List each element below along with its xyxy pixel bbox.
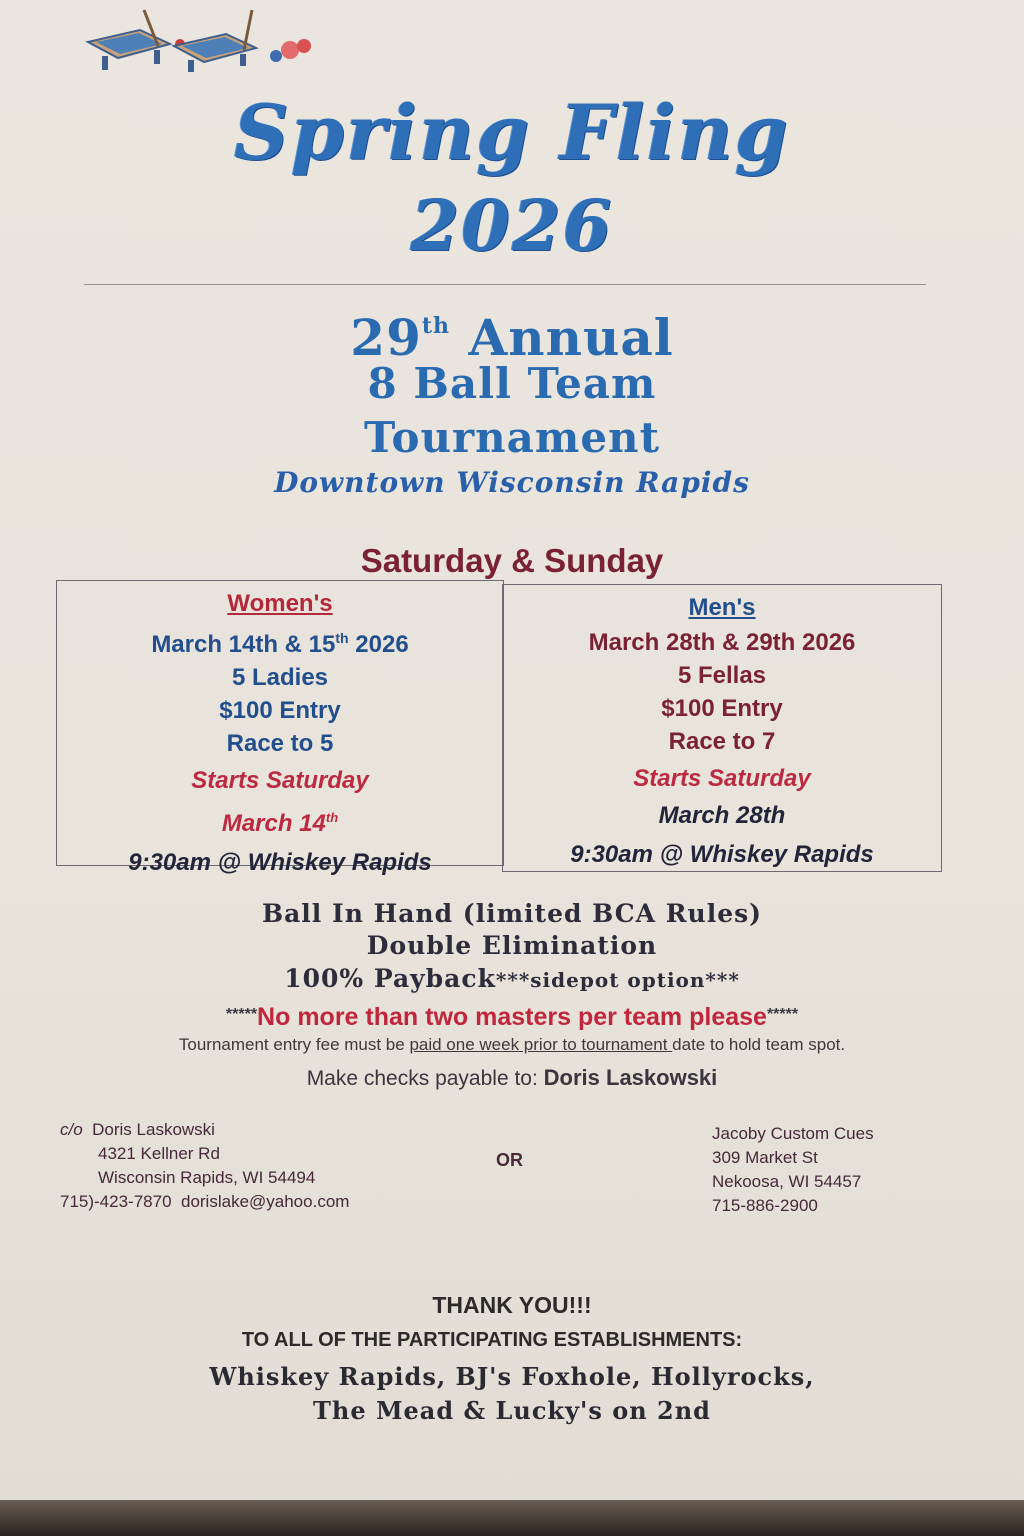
mens-time-place: 9:30am @ Whiskey Rapids: [570, 841, 874, 868]
womens-heading: Women's: [227, 590, 333, 617]
checks-payee: Doris Laskowski: [543, 1065, 718, 1090]
mens-entry-fee: $100 Entry: [661, 695, 783, 722]
team-heading: 8 Ball Team: [367, 359, 657, 408]
divider: [84, 284, 926, 285]
contact-left-phone: 715)-423-7870: [60, 1192, 172, 1211]
title-spring-fling: Spring Fling: [234, 88, 790, 177]
stars-left: *****: [225, 1006, 258, 1023]
care-of: c/o: [60, 1120, 83, 1139]
contact-right: [712, 1122, 1012, 1218]
annual-heading: [0, 298, 1024, 366]
contact-left: [60, 1118, 480, 1214]
pool-table-icon: [174, 10, 311, 72]
checks-label: Make checks payable to:: [306, 1067, 544, 1090]
masters-rule: [0, 998, 1024, 1034]
mens-dates: March 28th & 29th 2026: [588, 629, 856, 656]
womens-start-date: [57, 801, 503, 840]
fee-text-underlined: paid one week prior to tournament: [409, 1035, 673, 1054]
tournament-heading: Tournament: [364, 413, 660, 462]
pool-table-icon: [88, 10, 185, 70]
womens-race: Race to 5: [226, 730, 334, 757]
womens-team-size: 5 Ladies: [231, 664, 329, 691]
mens-heading: Men's: [688, 594, 756, 621]
fee-text-b: date to hold team spot.: [672, 1035, 846, 1054]
contact-left-name: Doris Laskowski: [92, 1120, 215, 1139]
weekend-days: Saturday & Sunday: [360, 542, 664, 579]
womens-starts: Starts Saturday: [191, 767, 369, 794]
womens-time-place: 9:30am @ Whiskey Rapids: [128, 849, 432, 876]
title-year: 2026: [410, 184, 614, 267]
rules-payback: [0, 962, 1024, 997]
mens-starts: Starts Saturday: [633, 765, 811, 792]
contact-left-phone-email: [60, 1190, 480, 1214]
contact-left-name-line: [60, 1118, 480, 1142]
rules-ball-in-hand: Ball In Hand (limited BCA Rules): [261, 899, 763, 928]
contact-left-city: Wisconsin Rapids, WI 54494: [98, 1168, 316, 1187]
womens-dates-year: 2026: [348, 631, 409, 658]
contact-right-phone: 715-886-2900: [712, 1196, 818, 1215]
womens-entry-fee: $100 Entry: [219, 697, 341, 724]
mens-team-size: 5 Fellas: [677, 662, 767, 689]
checks-payable: [0, 1064, 1024, 1093]
masters-text: No more than two masters per team please: [257, 1003, 767, 1031]
mens-start-date: March 28th: [658, 802, 786, 829]
contact-left-street: 4321 Kellner Rd: [98, 1144, 220, 1163]
annual-suffix: th: [421, 313, 451, 339]
womens-start-suffix: th: [325, 810, 339, 825]
establishments-line-2: The Mead & Lucky's on 2nd: [313, 1396, 711, 1425]
establishments-line-1: Whiskey Rapids, BJ's Foxhole, Hollyrocks,: [209, 1362, 815, 1391]
contact-right-name: Jacoby Custom Cues: [712, 1124, 874, 1143]
womens-division-box: [56, 580, 504, 876]
rules-double-elimination: Double Elimination: [366, 931, 658, 960]
contact-right-street: 309 Market St: [712, 1148, 818, 1167]
annual-number: 29: [350, 308, 422, 367]
or-separator: OR: [496, 1150, 523, 1170]
fee-text-a: Tournament entry fee must be: [178, 1035, 410, 1054]
thank-you: THANK YOU!!!: [432, 1292, 592, 1318]
annual-word: Annual: [468, 308, 674, 367]
sidepot-text: ***sidepot option***: [495, 968, 740, 992]
table-edge: [0, 1500, 1024, 1536]
stars-right: *****: [766, 1006, 799, 1023]
mens-division-box: [502, 584, 942, 872]
womens-start-month: March 14: [221, 810, 326, 837]
contact-right-city: Nekoosa, WI 54457: [712, 1172, 862, 1191]
womens-dates-suffix: th: [335, 630, 349, 646]
pool-table-clipart: [84, 6, 324, 76]
womens-dates: [57, 622, 503, 661]
mens-race: Race to 7: [668, 728, 776, 755]
thanks-establishments-label: TO ALL OF THE PARTICIPATING ESTABLISHMENTS:: [241, 1329, 743, 1351]
payback-text: 100% Payback: [284, 964, 496, 993]
location-heading: Downtown Wisconsin Rapids: [274, 466, 750, 499]
entry-fee-deadline: [0, 1034, 1024, 1056]
contact-left-email[interactable]: dorislake@yahoo.com: [180, 1192, 350, 1211]
womens-dates-text: March 14th & 15: [151, 631, 336, 658]
